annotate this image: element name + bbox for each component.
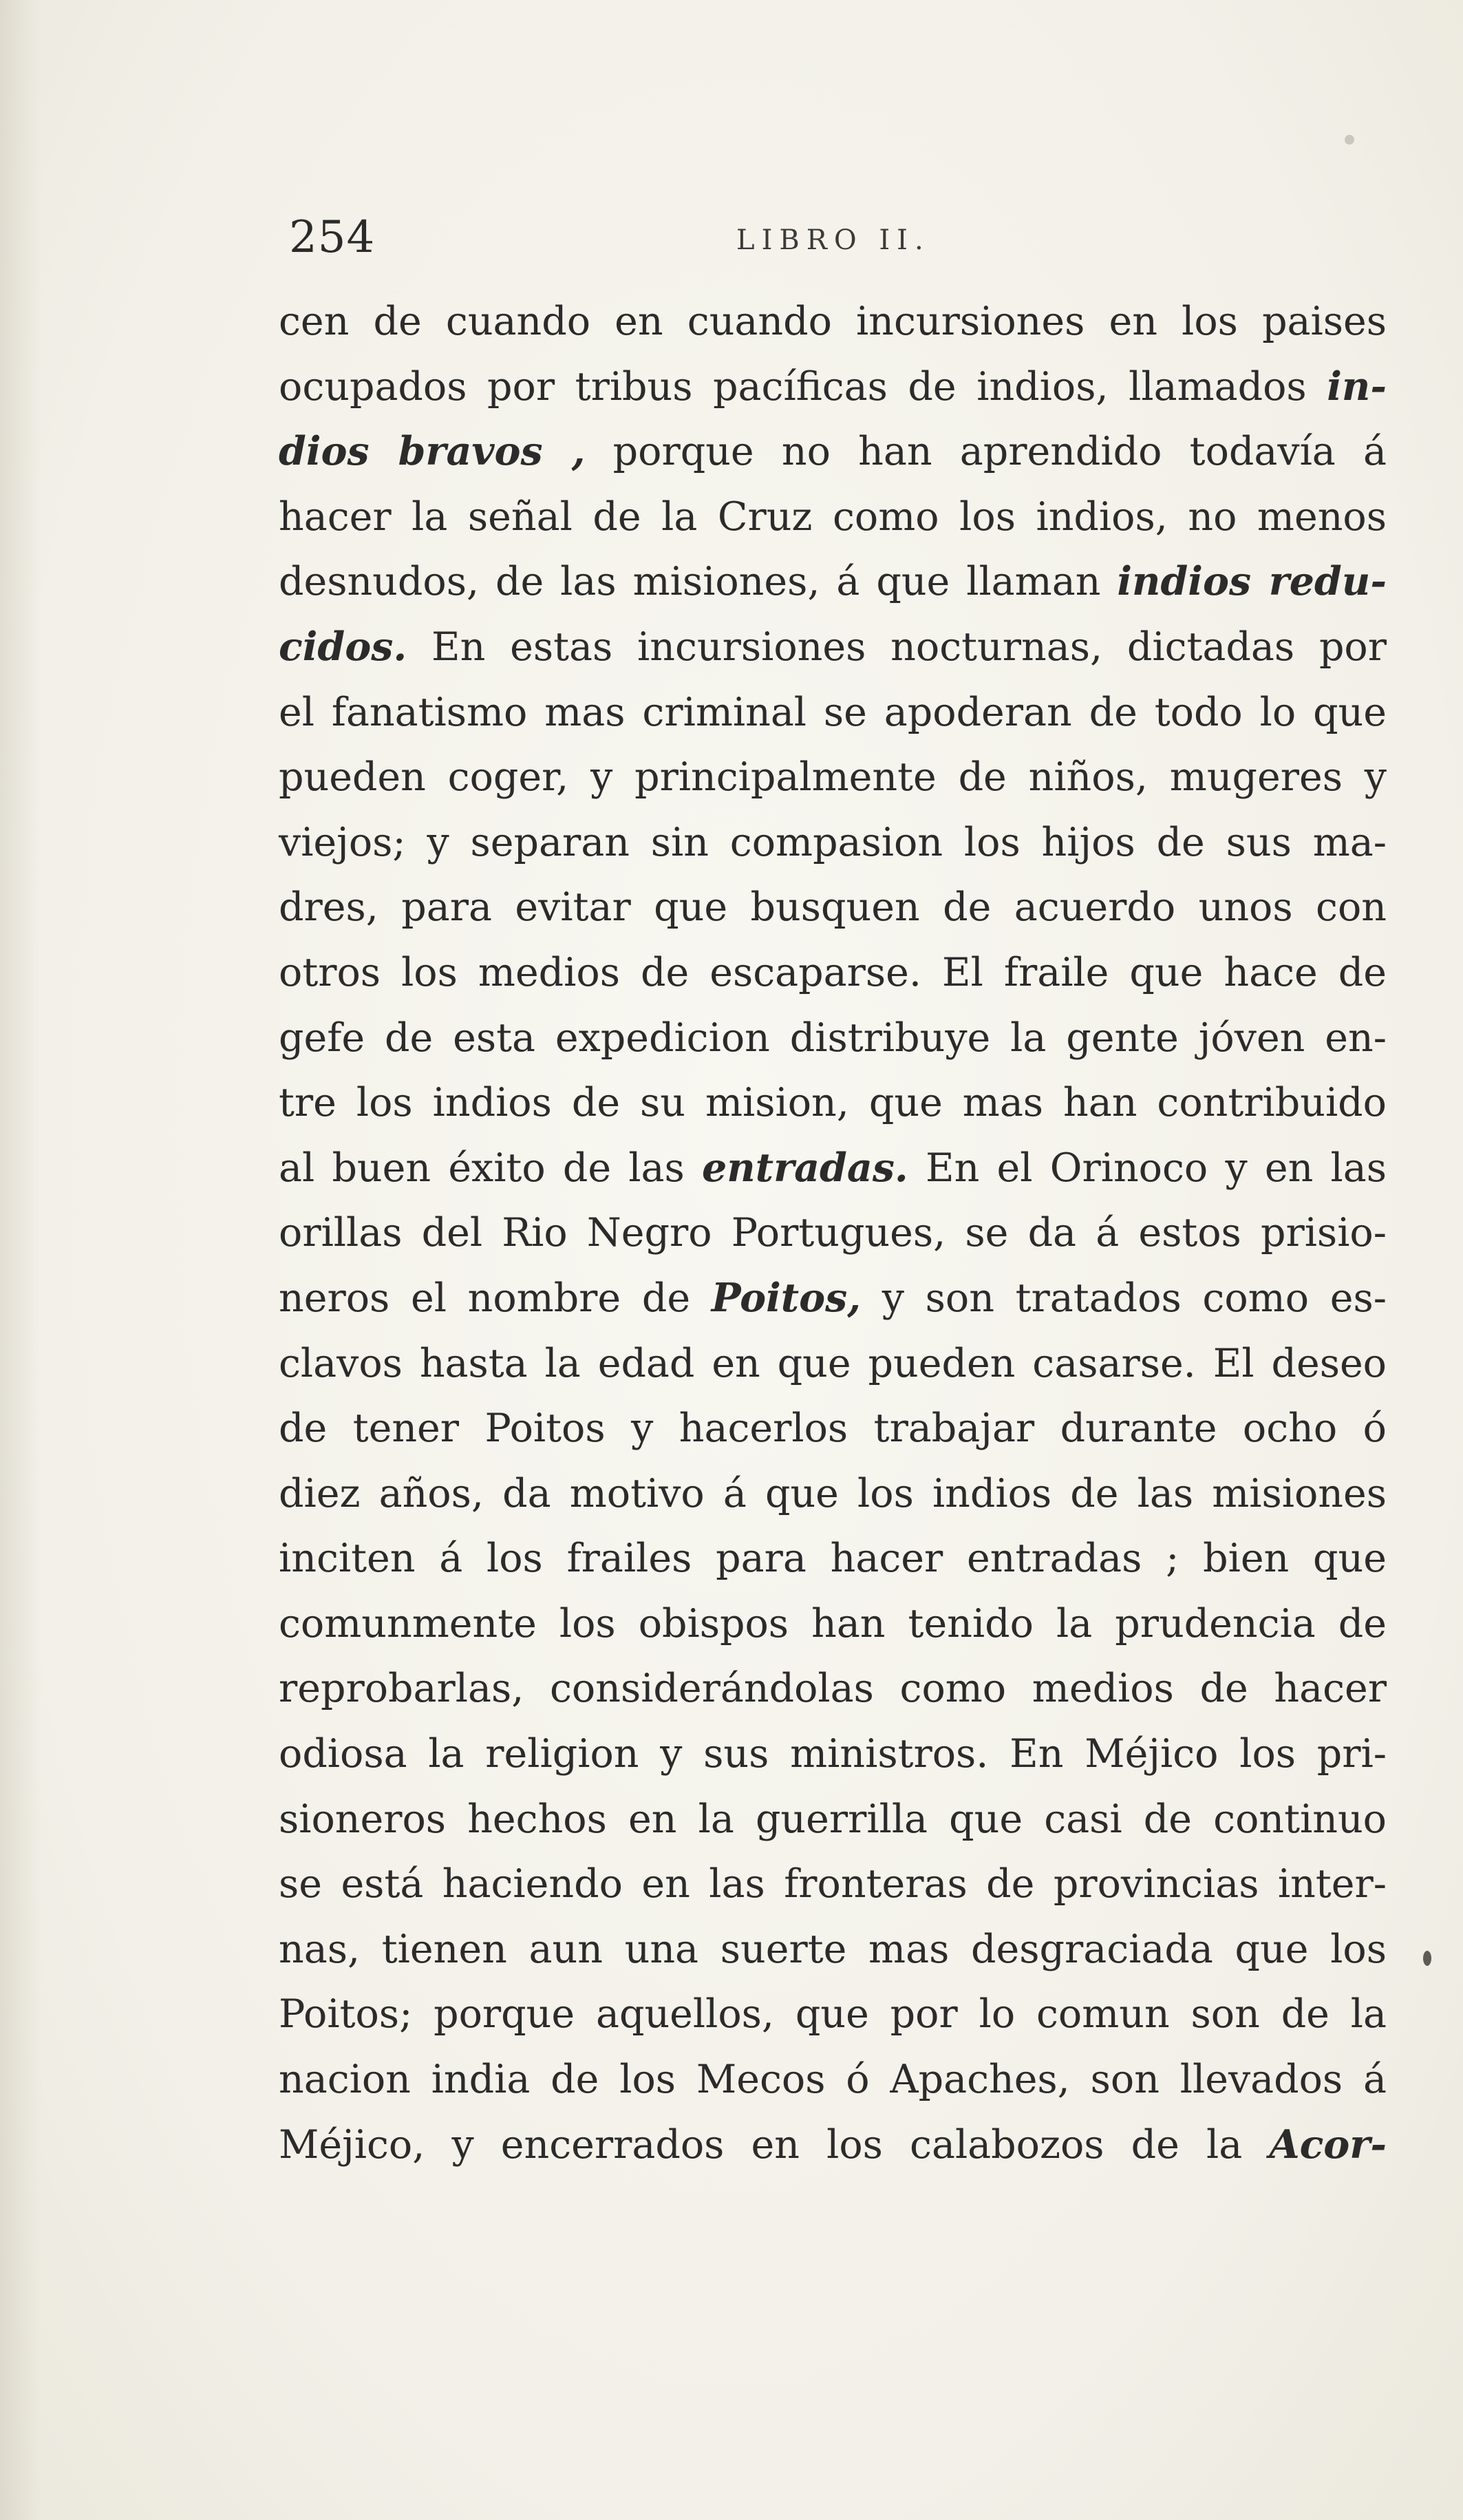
text-run: nas, tienen aun una suerte mas desgraciada que los <box>279 1926 1387 1972</box>
italic-text: in- <box>1327 363 1387 410</box>
text-run: cen de cuando en cuando incursiones en los paises <box>279 299 1387 344</box>
italic-text: dios bravos , <box>279 428 586 475</box>
ink-spot-right <box>1423 1951 1431 1966</box>
italic-text: cidos. <box>279 623 407 670</box>
italic-text: Acor- <box>1269 2121 1387 2168</box>
text-run: de tener Poitos y hacerlos trabajar durante ocho ó <box>279 1406 1387 1452</box>
text-line <box>279 1331 1387 1397</box>
text-run: porque no han aprendido todavía á <box>585 429 1387 475</box>
text-line <box>279 875 1387 940</box>
text-run: neros el nombre de <box>279 1275 712 1321</box>
italic-text: indios redu- <box>1117 558 1387 605</box>
text-line <box>279 485 1387 550</box>
text-line <box>279 2047 1387 2113</box>
text-run: hacer la señal de la Cruz como los indios, no menos <box>279 494 1387 540</box>
text-run: sioneros hechos en la guerrilla que casi de continuo <box>279 1796 1387 1842</box>
italic-text: Poitos, <box>711 1274 862 1321</box>
text-line <box>279 419 1387 485</box>
text-line <box>279 2113 1387 2178</box>
text-line <box>279 549 1387 615</box>
text-line <box>279 745 1387 810</box>
text-line <box>279 1722 1387 1787</box>
text-run: gefe de esta expedicion distribuye la gente jóven en- <box>279 1015 1387 1061</box>
text-line <box>279 289 1387 354</box>
page-spine-shadow <box>0 0 41 2520</box>
text-run: se está haciendo en las fronteras de provincias inter- <box>279 1861 1387 1907</box>
text-line <box>279 1200 1387 1266</box>
ink-spot-top <box>1345 135 1354 145</box>
text-line <box>279 1591 1387 1657</box>
text-line <box>279 1266 1387 1331</box>
text-line <box>279 1136 1387 1201</box>
text-line <box>279 1787 1387 1852</box>
text-run: orillas del Rio Negro Portugues, se da á estos prisio- <box>279 1210 1387 1256</box>
text-run: Poitos; porque aquellos, que por lo comun son de la <box>279 1991 1387 2037</box>
text-run: comunmente los obispos han tenido la prudencia de <box>279 1600 1387 1647</box>
italic-text: entradas. <box>702 1144 908 1191</box>
text-line <box>279 1070 1387 1136</box>
text-run: reprobarlas, considerándolas como medios de hacer <box>279 1666 1387 1712</box>
text-line <box>279 354 1387 420</box>
text-run: el fanatismo mas criminal se apoderan de todo lo que <box>279 689 1387 735</box>
text-run: al buen éxito de las <box>279 1145 703 1191</box>
text-run: nacion india de los Mecos ó Apaches, son llevados á <box>279 2057 1387 2103</box>
text-run: En estas incursiones nocturnas, dictadas por <box>407 624 1387 670</box>
text-line <box>279 615 1387 680</box>
text-run: otros los medios de escaparse. El fraile que hace de <box>279 949 1387 995</box>
text-run: odiosa la religion y sus ministros. En Méjico los pri- <box>279 1731 1387 1777</box>
text-line <box>279 810 1387 876</box>
page-number: 254 <box>289 212 376 263</box>
running-head: LIBRO II. <box>736 224 930 256</box>
text-line <box>279 1917 1387 1982</box>
body-text <box>279 289 1387 2177</box>
text-run: Méjico, y encerrados en los calabozos de la <box>279 2121 1270 2168</box>
text-run: desnudos, de las misiones, á que llaman <box>279 559 1118 605</box>
text-line <box>279 1461 1387 1527</box>
text-line <box>279 1526 1387 1591</box>
page-header <box>0 207 1463 268</box>
text-run: y son tratados como es- <box>861 1275 1387 1321</box>
text-line <box>279 1656 1387 1722</box>
text-run: dres, para evitar que busquen de acuerdo unos con <box>279 885 1387 931</box>
text-line <box>279 940 1387 1006</box>
text-run: tre los indios de su mision, que mas han contribuido <box>279 1080 1387 1126</box>
text-run: diez años, da motivo á que los indios de las misiones <box>279 1470 1387 1516</box>
text-run: clavos hasta la edad en que pueden casarse. El deseo <box>279 1340 1387 1386</box>
text-line <box>279 1396 1387 1461</box>
text-run: pueden coger, y principalmente de niños, mugeres y <box>279 754 1387 801</box>
text-run: En el Orinoco y en las <box>908 1145 1387 1191</box>
text-run: inciten á los frailes para hacer entradas ; bien que <box>279 1536 1387 1582</box>
text-run: ocupados por tribus pacíficas de indios, llamados <box>279 363 1327 410</box>
text-line <box>279 1982 1387 2047</box>
text-line <box>279 1852 1387 1917</box>
text-line <box>279 1006 1387 1071</box>
text-run: viejos; y separan sin compasion los hijos de sus ma- <box>279 819 1387 865</box>
text-line <box>279 680 1387 745</box>
